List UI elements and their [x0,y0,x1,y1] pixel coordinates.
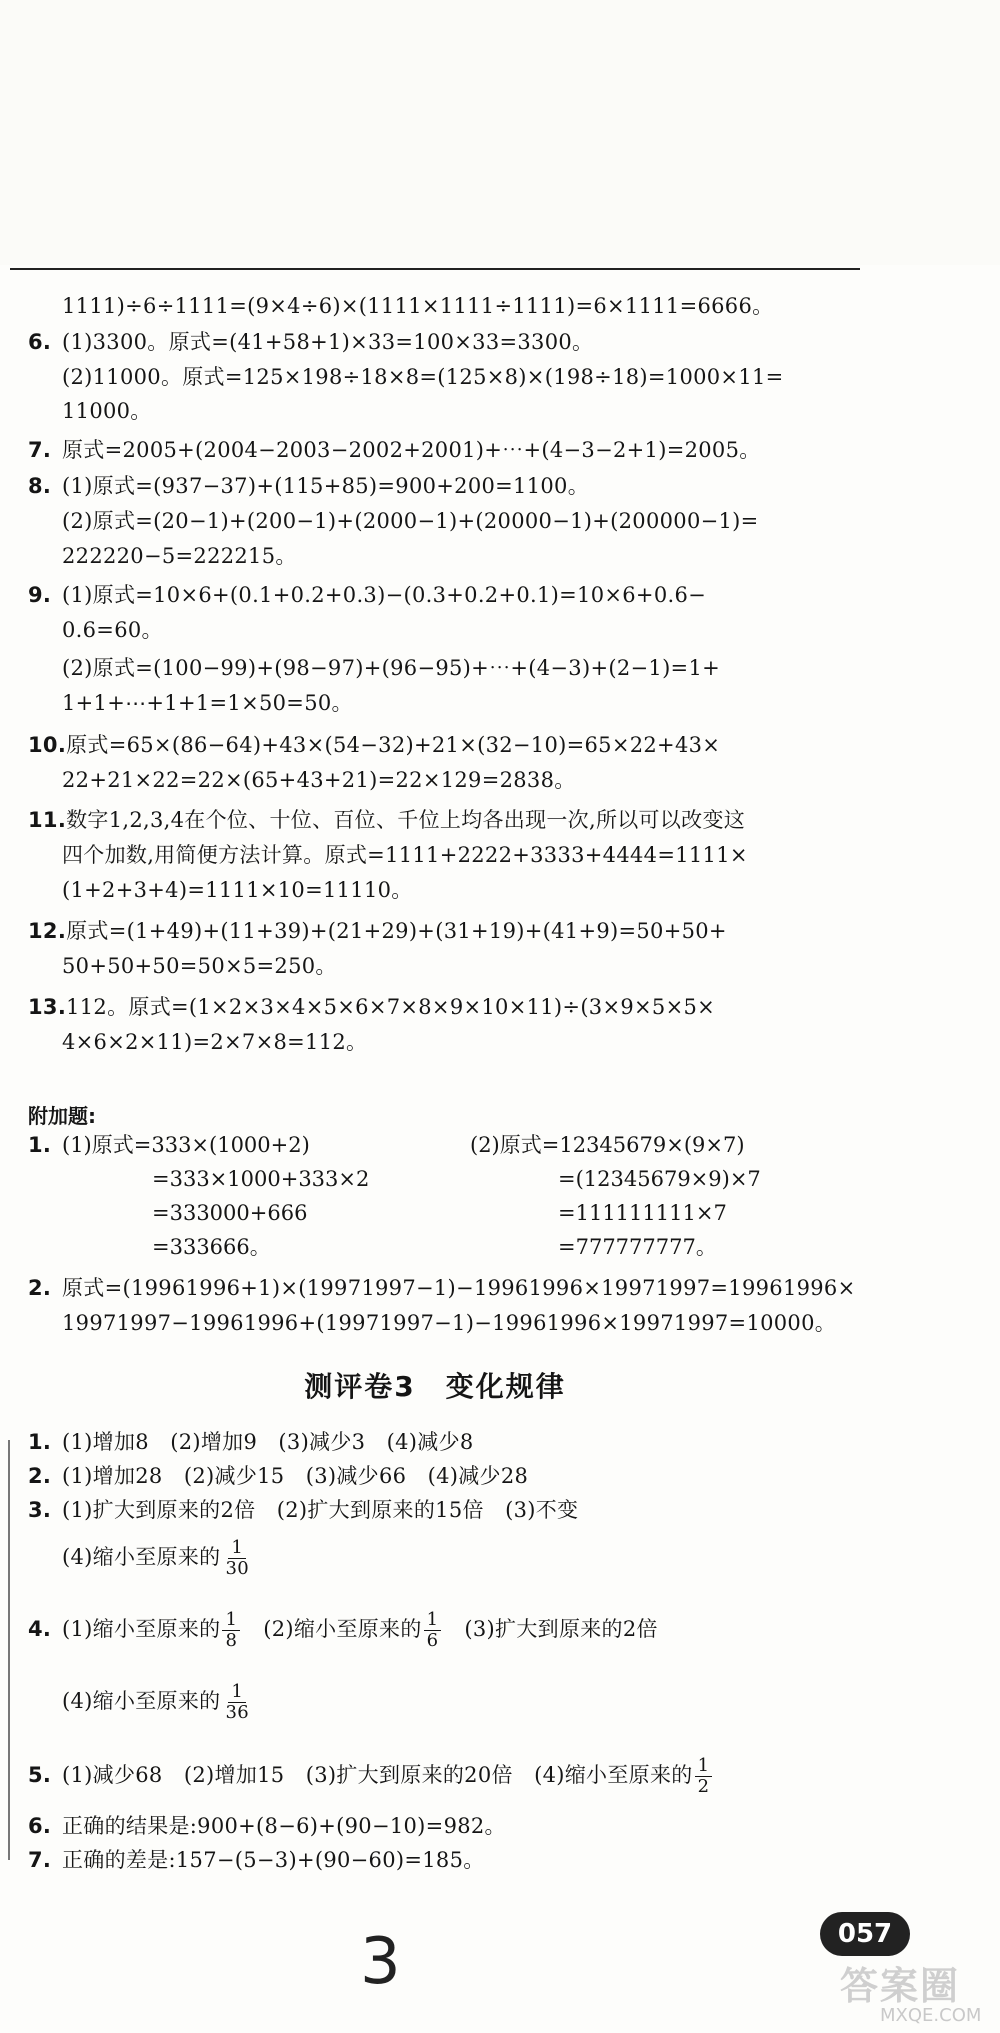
answer-line [28,841,748,869]
answer-number: 7. [28,438,52,462]
answer-text: 4×6×2×11)=2×7×8=112。 [62,1030,368,1054]
answer-line [28,616,163,644]
answer-line [28,292,773,320]
answer-text: 原式=2005+(2004−2003−2002+2001)+⋯+(4−3−2+1)=2005。 [62,438,761,462]
answer-line [28,993,715,1021]
answer-number: 12. [28,919,67,943]
extra-q2-line: 19971997−19961996+(19971997−1)−19961996×19971997=10000。 [62,1311,837,1335]
extra-q2-line: 2. 原式=(19961996+1)×(19971997−1)−19961996×19971997=19961996× [28,1276,856,1300]
answer-line [28,654,720,682]
answer-text: 11000。 [62,399,152,423]
answer-text: (1)原式=(937−37)+(115+85)=900+200=1100。 [62,474,590,498]
section-item: 3. (1)扩大到原来的2倍 (2)扩大到原来的15倍 (3)不变 [28,1498,579,1522]
fraction: $\frac{1}{8}$ [222,1610,240,1651]
answer-number: 11. [28,808,67,832]
blank-header-area [0,0,1000,265]
section-item-4-part4: (4)缩小至原来的 $\frac{1}{36}$ [28,1682,254,1723]
answer-number: 6. [28,330,52,354]
answer-text: (1)原式=10×6+(0.1+0.2+0.3)−(0.3+0.2+0.1)=10×6+0.6− [62,583,707,607]
extra-q1-left-line: =333×1000+333×2 [152,1167,370,1191]
answer-line [28,363,784,391]
answer-text: 数字1,2,3,4在个位、十位、百位、千位上均各出现一次,所以可以改变这 [66,808,746,832]
fraction: $\frac{1}{6}$ [424,1610,442,1651]
answer-line [28,397,152,425]
fraction: $\frac{1}{30}$ [225,1537,249,1579]
answer-line [28,436,761,464]
answer-line [28,1028,367,1056]
answer-text: 22+21×22=22×(65+43+21)=22×129=2838。 [62,768,576,792]
answer-number: 8. [28,474,52,498]
answer-text: 1111)÷6÷1111=(9×4÷6)×(1111×1111÷1111)=6×1111=6666。 [62,294,774,318]
section-item-6: 6. 正确的结果是:900+(8−6)+(90−10)=982。 [28,1814,506,1838]
extra-q1-right-line: =111111111×7 [558,1201,727,1225]
answer-line [28,806,745,834]
answer-text: (2)11000。原式=125×198÷18×8=(125×8)×(198÷18)=1000×11= [62,365,784,389]
extra-q1-left-line: (1)原式=333×(1000+2) [62,1133,310,1157]
extra-q1-right-line: =777777777。 [558,1235,717,1259]
answer-text: (1+2+3+4)=1111×10=11110。 [62,878,413,902]
section-item-4: 4. (1)缩小至原来的 $\frac{1}{8}$ (2)缩小至原来的 $\frac{1}{6}$ (3)扩大到原来的2倍 [28,1609,658,1651]
answer-text: 50+50+50=50×5=250。 [62,954,337,978]
answer-text: (2)原式=(20−1)+(200−1)+(2000−1)+(20000−1)+(200000−1)= [62,509,759,533]
extra-q1-number: 1. [28,1133,52,1157]
answer-line [28,952,337,980]
extra-q1-left-line: =333666。 [152,1235,271,1259]
answer-line [28,766,576,794]
extra-q1-right-line: =(12345679×9)×7 [558,1167,761,1191]
answer-line [28,581,706,609]
fraction: $\frac{1}{36}$ [225,1681,249,1723]
watermark-url: MXQE.COM [880,2005,982,2026]
extra-q1-left-line: =333000+666 [152,1201,308,1225]
handwritten-mark: 3 [360,1925,401,1999]
answer-line [28,917,727,945]
extra-q1-right-line: (2)原式=12345679×(9×7) [470,1133,745,1157]
answer-text: 原式=65×(86−64)+43×(54−32)+21×(32−10)=65×22+43× [66,733,721,757]
answer-text: 0.6=60。 [62,618,163,642]
answer-number: 9. [28,583,52,607]
section-item: 2. (1)增加28 (2)减少15 (3)减少66 (4)减少28 [28,1464,529,1488]
watermark-logo: 答案圈 [840,1964,961,2008]
answer-line [28,542,297,570]
section-item: 1. (1)增加8 (2)增加9 (3)减少3 (4)减少8 [28,1430,474,1454]
section-item-5: 5. (1)减少68 (2)增加15 (3)扩大到原来的20倍 (4)缩小至原来的 $\frac{1}{2}$ [28,1756,714,1797]
margin-bar [8,1440,10,1860]
extra-title: 附加题: [28,1104,96,1128]
page-number-badge: 057 [820,1912,910,1956]
answer-text: 222220−5=222215。 [62,544,297,568]
answer-line [28,876,413,904]
answer-text: (1)3300。原式=(41+58+1)×33=100×33=3300。 [62,330,594,354]
answer-line [28,507,759,535]
answer-number: 13. [28,995,67,1019]
fraction: $\frac{1}{2}$ [695,1756,713,1797]
answer-line [28,689,353,717]
answer-text: 原式=(1+49)+(11+39)+(21+29)+(31+19)+(41+9)=50+50+ [66,919,727,943]
section-item-7: 7. 正确的差是:157−(5−3)+(90−60)=185。 [28,1848,485,1872]
header-rule [10,268,860,270]
answer-line [28,472,589,500]
answer-text: 1+1+⋯+1+1=1×50=50。 [62,691,353,715]
answer-line [28,731,720,759]
answer-line [28,328,593,356]
answer-text: (2)原式=(100−99)+(98−97)+(96−95)+⋯+(4−3)+(2−1)=1+ [62,656,721,680]
answer-number: 10. [28,733,67,757]
answer-text: 四个加数,用简便方法计算。原式=1111+2222+3333+4444=1111× [62,843,748,867]
section-title: 测评卷3 变化规律 [304,1370,566,1403]
section-item-3-part4: (4)缩小至原来的 $\frac{1}{30}$ [28,1538,254,1579]
answer-text: 112。原式=(1×2×3×4×5×6×7×8×9×10×11)÷(3×9×5×5× [66,995,716,1019]
